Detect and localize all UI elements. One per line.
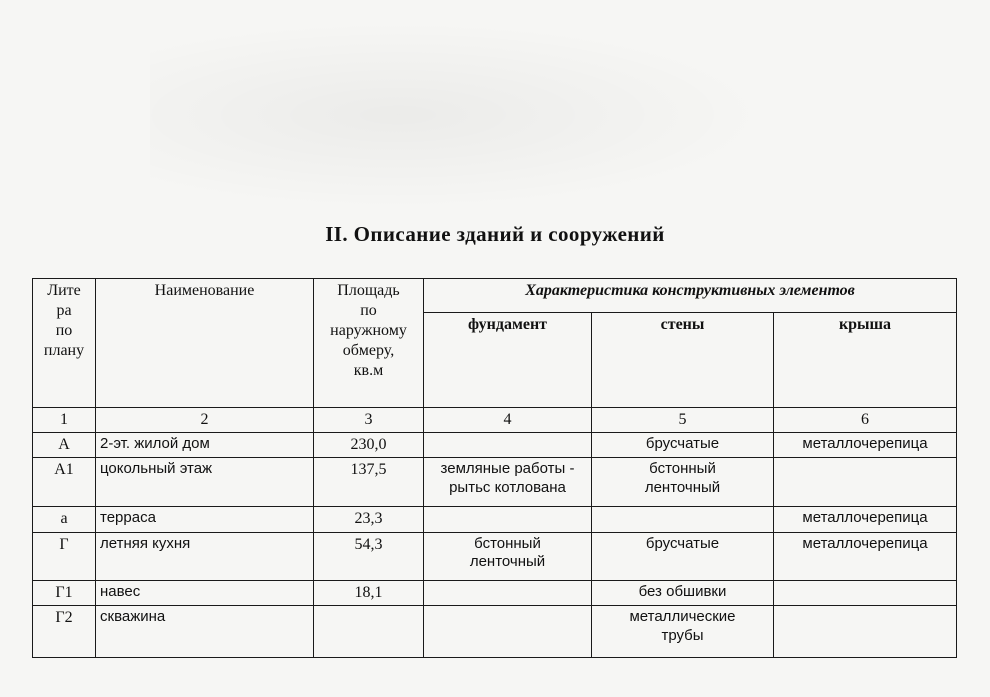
table-row <box>33 605 957 657</box>
cell-walls: металлические трубы <box>592 605 774 657</box>
cell-name: навес <box>96 580 314 605</box>
cell-name: 2-эт. жилой дом <box>96 433 314 458</box>
cell-roof <box>774 605 957 657</box>
cell-litera: Г <box>33 532 96 580</box>
table-row <box>33 458 957 506</box>
cell-foundation: земляные работы - рытьс котлована <box>424 458 592 506</box>
table-row <box>33 433 957 458</box>
col-number: 1 <box>33 408 96 433</box>
cell-area: 18,1 <box>314 580 424 605</box>
cell-litera: А1 <box>33 458 96 506</box>
col-number: 4 <box>424 408 592 433</box>
cell-name: терраса <box>96 506 314 532</box>
cell-roof <box>774 458 957 506</box>
header-area: Площадь по наружному обмеру, кв.м <box>314 279 424 408</box>
cell-area: 23,3 <box>314 506 424 532</box>
cell-roof: металлочерепица <box>774 532 957 580</box>
table-row <box>33 532 957 580</box>
col-number: 3 <box>314 408 424 433</box>
cell-walls: бстонный ленточный <box>592 458 774 506</box>
cell-foundation <box>424 433 592 458</box>
cell-walls <box>592 506 774 532</box>
header-foundation: фундамент <box>424 313 592 408</box>
cell-litera: Г1 <box>33 580 96 605</box>
cell-name: летняя кухня <box>96 532 314 580</box>
cell-litera: а <box>33 506 96 532</box>
header-roof: крыша <box>774 313 957 408</box>
cell-foundation <box>424 506 592 532</box>
cell-walls: брусчатые <box>592 532 774 580</box>
column-numbers-row <box>33 408 957 433</box>
cell-litera: А <box>33 433 96 458</box>
cell-area: 54,3 <box>314 532 424 580</box>
table-row <box>33 580 957 605</box>
page-bleed-through <box>150 20 770 210</box>
cell-name: цокольный этаж <box>96 458 314 506</box>
cell-foundation <box>424 605 592 657</box>
cell-area <box>314 605 424 657</box>
cell-roof <box>774 580 957 605</box>
cell-area: 230,0 <box>314 433 424 458</box>
cell-walls: без обшивки <box>592 580 774 605</box>
cell-roof: металлочерепица <box>774 506 957 532</box>
col-number: 2 <box>96 408 314 433</box>
cell-name: скважина <box>96 605 314 657</box>
col-number: 6 <box>774 408 957 433</box>
header-name: Наименование <box>96 279 314 408</box>
cell-walls: брусчатые <box>592 433 774 458</box>
col-number: 5 <box>592 408 774 433</box>
cell-litera: Г2 <box>33 605 96 657</box>
cell-roof: металлочерепица <box>774 433 957 458</box>
table-row <box>33 506 957 532</box>
section-title: II. Описание зданий и сооружений <box>325 222 665 246</box>
header-characteristics: Характеристика конструктивных элементов <box>424 279 957 313</box>
cell-foundation: бстонный ленточный <box>424 532 592 580</box>
header-walls: стены <box>592 313 774 408</box>
buildings-table <box>32 278 957 658</box>
cell-foundation <box>424 580 592 605</box>
header-litera: Лите ра по плану <box>33 279 96 408</box>
cell-area: 137,5 <box>314 458 424 506</box>
